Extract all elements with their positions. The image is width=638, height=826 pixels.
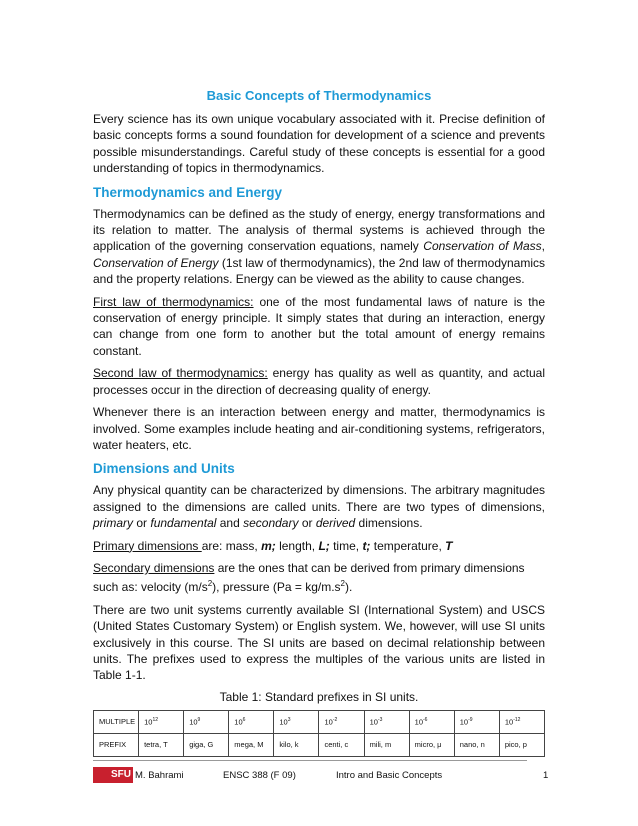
text-run: 10: [234, 717, 243, 727]
mass-symbol: m;: [261, 538, 276, 553]
text-run: 10: [369, 717, 378, 727]
superscript: -3: [377, 717, 383, 724]
document-body: [93, 88, 545, 757]
text-run: length,: [275, 538, 319, 553]
text-run: ), pressure (Pa = kg/m.s: [212, 580, 341, 595]
text-run: 10: [279, 717, 288, 727]
text-run: 10: [504, 717, 514, 727]
first-law-paragraph: [93, 294, 545, 360]
row-label-prefix: PREFIX: [94, 733, 139, 756]
table-cell: [184, 710, 229, 733]
primary-term: primary: [93, 516, 134, 531]
si-prefix-table: [93, 710, 545, 757]
superscript: 12: [152, 717, 158, 724]
intro-paragraph: Every science has its own unique vocabulary associated with it. Precise definition of basic concepts forms a sound foundation for development of a science and prevents possible misunderstandings. Careful study of these concepts is essential for a good understanding of topics in thermodynamics.: [93, 112, 545, 176]
derived-term: derived: [315, 516, 356, 531]
text-run: Thermodynamics can be defined as the study of energy, energy transformations and its relation to matter. The analysis of thermal systems is achieved through the application of the governing conservation equations, namely: [93, 206, 545, 254]
table-cell: tetra, T: [139, 733, 184, 756]
superscript: -9: [468, 717, 473, 724]
text-run: 10: [414, 717, 423, 727]
text-run: (1st law of thermodynamics), the 2nd law of thermodynamics and the property relations. Energy can be viewed as the ability to cause changes.: [93, 255, 546, 287]
text-run: or: [133, 516, 151, 531]
text-run: dimensions.: [355, 516, 423, 531]
conservation-of-mass-term: Conservation of Mass: [423, 239, 542, 254]
table-row: [94, 710, 545, 733]
superscript: 2: [207, 579, 213, 589]
table-row: [94, 733, 545, 756]
row-label-multiple: MULTIPLE: [94, 710, 139, 733]
secondary-dimensions-paragraph: [93, 560, 545, 596]
interaction-paragraph: Whenever there is an interaction between energy and matter, thermodynamics is involved. Some examples include heating and air-conditioning systems, refrigerators, water heaters, etc.: [93, 405, 545, 452]
superscript: -6: [423, 717, 428, 724]
text-run: and: [216, 516, 244, 531]
table-cell: micro, μ: [409, 733, 454, 756]
text-run: or: [298, 516, 316, 531]
table-cell: [454, 710, 499, 733]
conservation-of-energy-term: Conservation of Energy: [93, 255, 219, 270]
first-law-label: First law of thermodynamics:: [93, 294, 254, 309]
text-run: are the ones that can be derived from primary dimensions such as: velocity (m/s: [93, 560, 525, 595]
table-cell: kilo, k: [274, 733, 319, 756]
text-run: ,: [541, 239, 545, 254]
footer-divider: [93, 760, 527, 761]
secondary-dimensions-label: Secondary dimensions: [93, 560, 215, 575]
text-run: Any physical quantity can be characterized by dimensions. The arbitrary magnitudes assigned to the dimensions are called units. There are two types of dimensions,: [93, 483, 545, 514]
sfu-logo: SFU: [93, 767, 133, 783]
second-law-text: energy has quality as well as quantity, and actual processes occur in the direction of decreasing quality of energy.: [93, 366, 545, 397]
text-run: are: mass,: [201, 538, 262, 553]
table-cell: [319, 710, 364, 733]
superscript: 3: [287, 717, 291, 724]
table-caption: Table 1: Standard prefixes in SI units.: [219, 689, 419, 704]
superscript: 6: [242, 717, 246, 724]
page-footer: [93, 767, 553, 785]
text-run: 10: [459, 717, 469, 727]
unit-systems-paragraph: There are two unit systems currently available SI (International System) and USCS (United States Customary System) or English system. We, however, will use SI units exclusively in this course. The SI units are based on decimal relationship between units. The prefixes used to express the multiples of the various units are listed in Table 1-1.: [93, 602, 545, 683]
table-cell: mili, m: [364, 733, 409, 756]
text-run: ).: [344, 580, 353, 595]
primary-dimensions-paragraph: [93, 538, 545, 554]
table-cell: [499, 710, 544, 733]
secondary-term: secondary: [243, 516, 299, 531]
text-run: temperature,: [370, 538, 446, 553]
table-cell: [274, 710, 319, 733]
table-cell: [139, 710, 184, 733]
text-run: 10: [189, 717, 198, 727]
text-run: 10: [144, 717, 153, 727]
second-law-label: Second law of thermodynamics:: [93, 366, 268, 381]
thermo-definition-paragraph: [93, 206, 545, 288]
table-cell: giga, G: [184, 733, 229, 756]
table-cell: [364, 710, 409, 733]
table-cell: [409, 710, 454, 733]
table-cell: [229, 710, 274, 733]
superscript: -2: [332, 717, 338, 724]
table-cell: centi, c: [319, 733, 364, 756]
page-number: 1: [543, 770, 549, 781]
table-cell: nano, n: [454, 733, 499, 756]
superscript: -12: [513, 717, 521, 724]
document-title: Basic Concepts of Thermodynamics: [206, 88, 432, 103]
text-run: 10: [324, 717, 333, 727]
time-symbol: t;: [362, 538, 371, 553]
first-law-text: one of the most fundamental laws of nature is the conservation of energy principle. It simply states that during an interaction, energy can change from one form to another but the total amount of energy remains constant.: [93, 294, 545, 358]
superscript: 9: [197, 717, 201, 724]
footer-topic: Intro and Basic Concepts: [336, 770, 443, 781]
text-run: time,: [329, 538, 363, 553]
superscript: 2: [340, 579, 345, 589]
dimensions-paragraph: [93, 482, 545, 531]
table-cell: mega, M: [229, 733, 274, 756]
length-symbol: L;: [318, 538, 330, 553]
section-heading-thermodynamics-energy: Thermodynamics and Energy: [93, 184, 283, 200]
primary-dimensions-label: Primary dimensions: [93, 538, 202, 553]
section-heading-dimensions-units: Dimensions and Units: [93, 461, 235, 477]
temperature-symbol: T: [445, 538, 453, 553]
footer-course: ENSC 388 (F 09): [223, 770, 296, 781]
table-cell: pico, p: [499, 733, 544, 756]
second-law-paragraph: [93, 365, 545, 398]
footer-author: M. Bahrami: [135, 770, 184, 781]
fundamental-term: fundamental: [150, 516, 217, 531]
